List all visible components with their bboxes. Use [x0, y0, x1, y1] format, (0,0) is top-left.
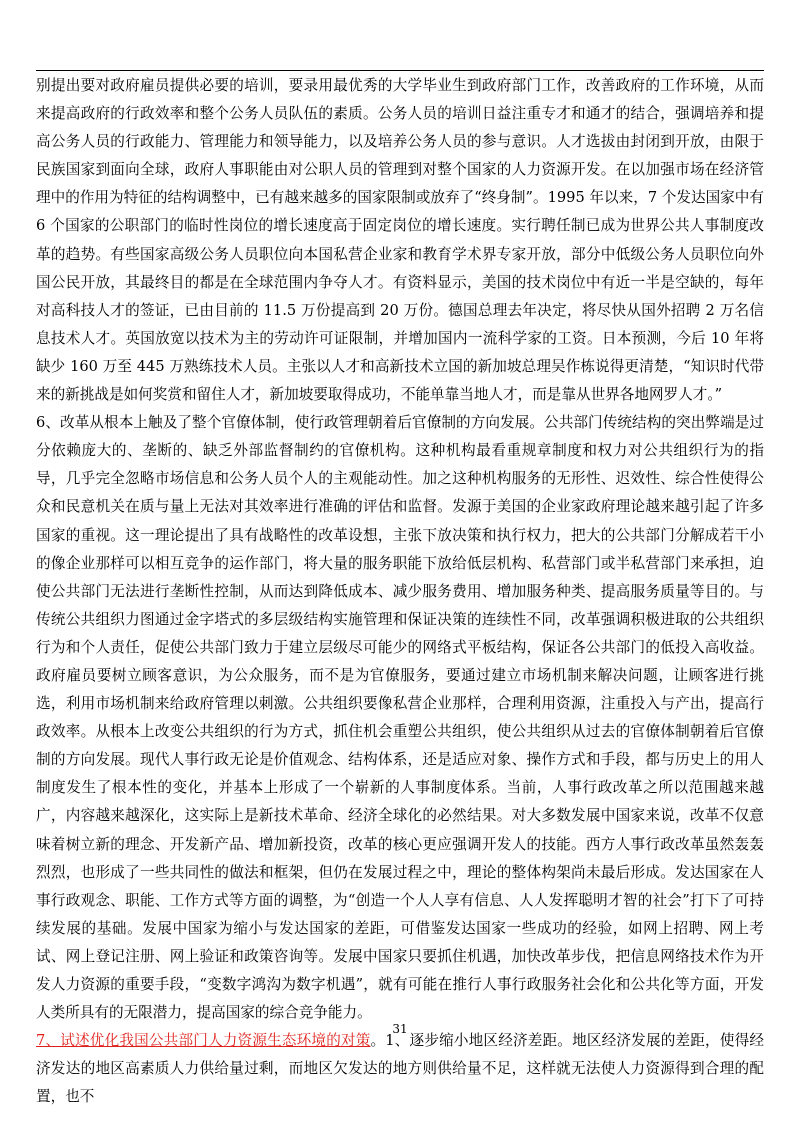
document-body	[36, 72, 764, 1111]
paragraph-item-6: 6、改革从根本上触及了整个官僚体制，使行政管理朝着后官僚制的方向发展。公共部门传统结构的突出弊端是过分依赖庞大的、垄断的、缺乏外部监督制约的官僚机构。这种机构最看重规章制度和权力对公共组织行为的指导，几乎完全忽略市场信息和公务人员个人的主观能动性。加之这种机构服务的无形性、迟效性、综合性使得公众和民意机关在质与量上无法对其效率进行准确的评估和监督。发源于美国的企业家政府理论越来越引起了许多国家的重视。这一理论提出了具有战略性的改革设想，主张下放决策和执行权力，把大的公共部门分解成若干小的像企业那样可以相互竞争的运作部门，将大量的服务职能下放给低层机构、私营部门或半私营部门来承担，迫使公共部门无法进行垄断性控制，从而达到降低成本、减少服务费用、增加服务种类、提高服务质量等目的。与传统公共组织力图通过金字塔式的多层级结构实施管理和保证决策的连续性不同，改革强调积极进取的公共组织行为和个人责任，促使公共部门致力于建立层级尽可能少的网络式平板结构，保证各公共部门的低投入高收益。政府雇员要树立顾客意识，为公众服务，而不是为官僚服务，要通过建立市场机制来解决问题，让顾客进行挑选，利用市场机制来给政府管理以刺激。公共组织要像私营企业那样，合理利用资源，注重投入与产出，提高行政效率。从根本上改变公共组织的行为方式，抓住机会重塑公共组织，使公共组织从过去的官僚体制朝着后官僚制的方向发展。现代人事行政无论是价值观念、结构体系，还是适应对象、操作方式和手段，都与历史上的用人制度发生了根本性的变化，并基本上形成了一个崭新的人事制度体系。当前，人事行政改革之所以范围越来越广，内容越来越深化，这实际上是新技术革命、经济全球化的必然结果。对大多数发展中国家来说，改革不仅意味着树立新的理念、开发新产品、增加新投资，改革的核心更应强调开发人的技能。西方人事行政改革虽然轰轰烈烈，也形成了一些共同性的做法和框架，但仍在发展过程之中，理论的整体构架尚未最后形成。发达国家在人事行政观念、职能、工作方式等方面的调整，为“创造一个人人享有信息、人人发挥聪明才智的社会”打下了可持续发展的基础。发展中国家为缩小与发达国家的差距，可借鉴发达国家一些成功的经验，如网上招聘、网上考试、网上登记注册、网上验证和政策咨询等。发展中国家只要抓住机遇，加快改革步伐，把信息网络技术作为开发人力资源的重要手段，“变数字鸿沟为数字机遇”，就有可能在推行人事行政服务社会化和公共化等方面，开发人类所具有的无限潜力，提高国家的综合竞争能力。	[36, 414, 764, 1022]
question-7-body: 。1、逐步缩小地区经济差距。地区经济发展的差距，使得经济发达的地区高素质人力供给量过剩，而地区欠发达的地方则供给量不足，这样就无法使人力资源得到合理的配置，也不	[36, 1032, 764, 1106]
question-7-heading-link[interactable]: 7、试述优化我国公共部门人力资源生态环境的对策	[36, 1032, 371, 1050]
paragraph-item-7	[36, 1027, 764, 1111]
page-number: 31	[392, 1022, 408, 1036]
paragraph-continuation: 别提出要对政府雇员提供必要的培训，要录用最优秀的大学毕业生到政府部门工作，改善政府的工作环境，从而来提高政府的行政效率和整个公务人员队伍的素质。公务人员的培训日益注重专才和通才的结合，强调培养和提高公务人员的行政能力、管理能力和领导能力，以及培养公务人员的参与意识。人才选拔由封闭到开放，由限于民族国家到面向全球，政府人事职能由对公职人员的管理到对整个国家的人力资源开发。在以加强市场在经济管理中的作用为特征的结构调整中，已有越来越多的国家限制或放弃了“终身制”。1995 年以来，7 个发达国家中有 6 个国家的公职部门的临时性岗位的增长速度高于固定岗位的增长速度。实行聘任制已成为世界公共人事制度改革的趋势。有些国家高级公务人员职位向本国私营企业家和教育学术界专家开放，部分中低级公务人员职位向外国公民开放，其最终目的都是在全球范围内争夺人才。有资料显示，美国的技术岗位中有近一半是空缺的，每年对高科技人才的签证，已由目前的 11.5 万份提高到 20 万份。德国总理去年决定，将尽快从国外招聘 2 万名信息技术人才。英国放宽以技术为主的劳动许可证限制，并增加国内一流科学家的工资。日本预测，今后 10 年将缺少 160 万至 445 万熟练技术人员。主张以人才和高新技术立国的新加坡总理吴作栋说得更清楚，“知识时代带来的新挑战是如何奖赏和留住人才，新加坡要取得成功，不能单靠当地人才，而是靠从世界各地网罗人才。”	[36, 77, 764, 404]
header-rule	[36, 70, 764, 71]
